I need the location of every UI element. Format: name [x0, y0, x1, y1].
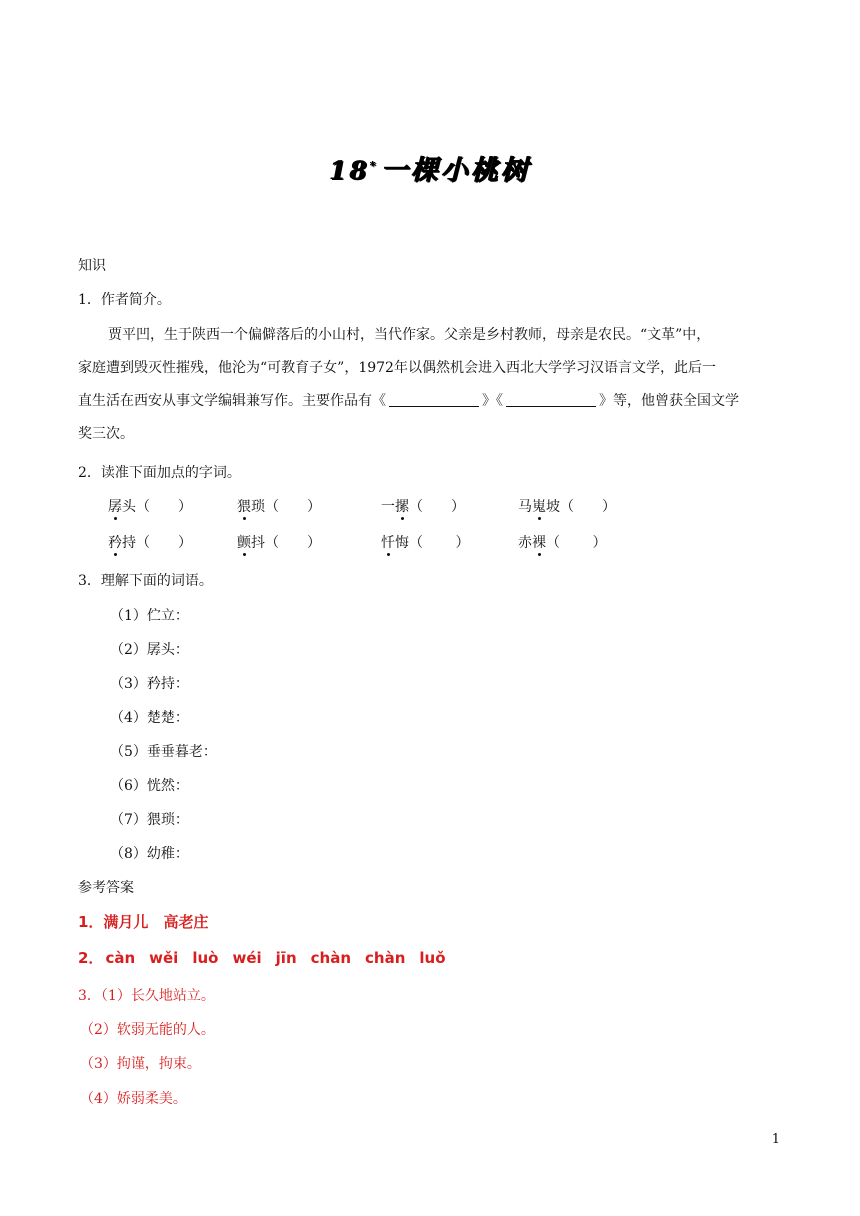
q1-line-2: 家庭遭到毁灭性摧残，他沦为“可教育子女”，1972年以偶然机会进入西北大学学习汉语言文学，此后一 — [78, 360, 716, 376]
q1-heading: 1．作者简介。 — [78, 292, 171, 308]
q3-item: （5）垂垂暮老： — [110, 744, 217, 760]
answer-1: 1．满月儿 高老庄 — [78, 913, 209, 931]
q1-author-paragraph — [78, 319, 778, 451]
page-number: 1 — [771, 1132, 780, 1147]
document-title — [0, 157, 860, 184]
answer-3-item: （2）软弱无能的人。 — [80, 1022, 215, 1038]
q3-item: （8）幼稚： — [110, 846, 189, 862]
q2-heading: 2．读准下面加点的字词。 — [78, 465, 241, 481]
q2-word-item: 马嵬坡（ ） — [518, 499, 616, 515]
title-asterisk: * — [370, 159, 379, 172]
q3-item: （3）矜持： — [110, 676, 189, 692]
section-knowledge-heading: 知识 — [78, 258, 106, 274]
answer-3-item: 3．（1）长久地站立。 — [78, 988, 215, 1004]
q3-item: （4）楚楚： — [110, 710, 189, 726]
q2-word-item: 孱头（ ） — [108, 499, 192, 515]
q3-heading: 3．理解下面的词语。 — [78, 573, 213, 589]
answer-3-item: （3）拘谨，拘束。 — [80, 1056, 201, 1072]
q1-line-4: 奖三次。 — [78, 426, 134, 442]
q2-word-item: 忏悔（ ） — [381, 535, 470, 551]
q1-line-3: 直生活在西安从事文学编辑兼写作。主要作品有《 》《 》等，他曾获全国文学 — [78, 393, 739, 409]
q3-item: （6）恍然： — [110, 778, 189, 794]
title-number: 18 — [329, 156, 371, 185]
q3-item: （2）孱头： — [110, 642, 189, 658]
answer-2-pinyin: 2． càn wěi luò wéi jīn chàn chàn luǒ — [78, 949, 446, 967]
answers-heading: 参考答案 — [78, 880, 134, 896]
q2-word-item: 一摞（ ） — [381, 499, 465, 515]
title-text: 一棵小桃树 — [380, 155, 531, 186]
answer-blank-2[interactable] — [506, 394, 596, 407]
q2-word-item: 赤裸（ ） — [518, 535, 607, 551]
q2-word-item: 矜持（ ） — [108, 535, 192, 551]
q1-line-1: 贾平凹，生于陕西一个偏僻落后的小山村，当代作家。父亲是乡村教师，母亲是农民。“文革”中， — [108, 327, 711, 343]
q3-item: （1）伫立： — [110, 608, 189, 624]
q2-word-item: 颤抖（ ） — [237, 535, 321, 551]
answer-blank-1[interactable] — [389, 394, 479, 407]
q2-word-item: 猥琐（ ） — [237, 499, 321, 515]
answer-3-item: （4）娇弱柔美。 — [80, 1091, 187, 1107]
q3-item: （7）猥琐： — [110, 812, 189, 828]
